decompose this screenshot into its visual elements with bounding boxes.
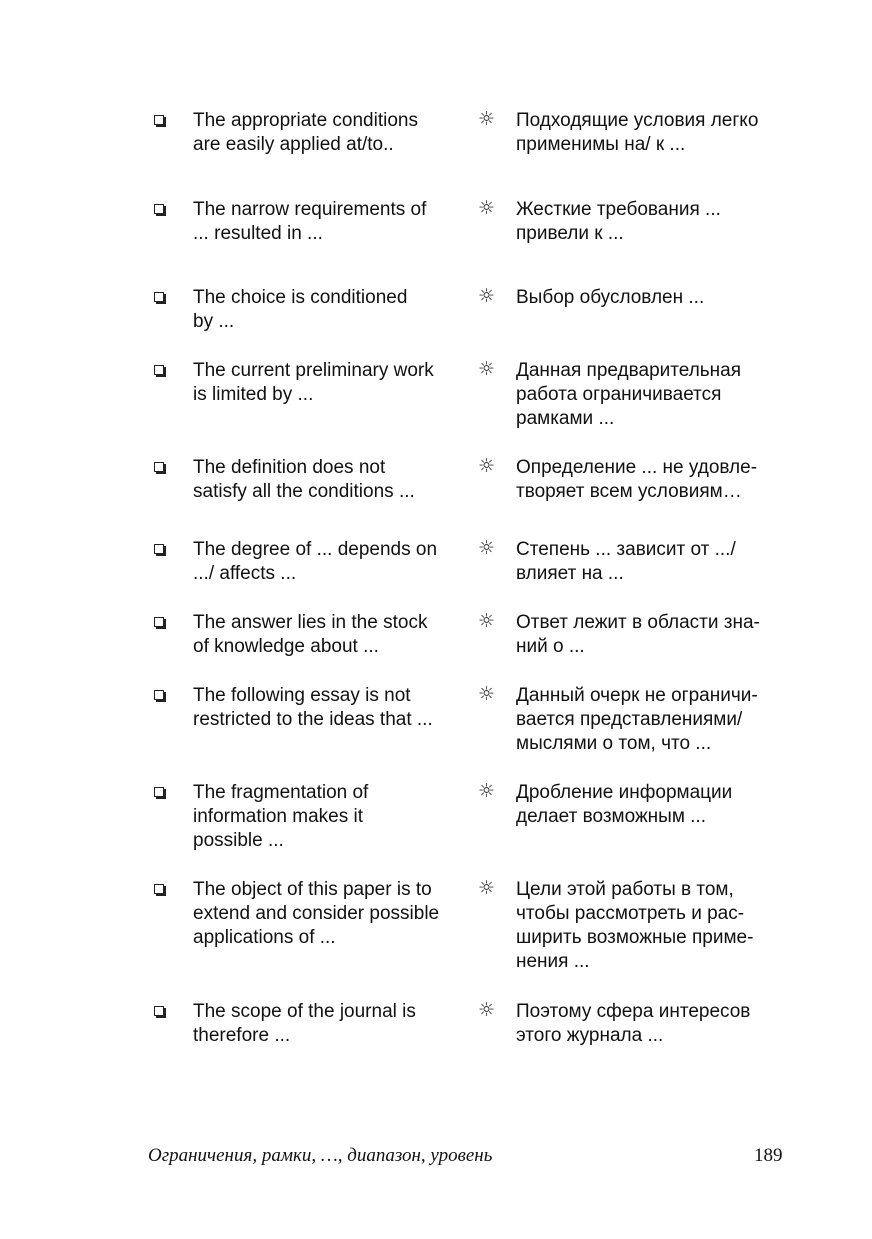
english-phrase: The answer lies in the stock of knowledge about ... <box>193 612 428 657</box>
english-phrase: The current preliminary work is limited by ... <box>193 360 434 405</box>
russian-phrase: Данная предварительная работа ограничивается рамками ... <box>516 360 742 429</box>
russian-phrase: Дробление информации делает возможным ... <box>516 782 733 827</box>
sun-icon: ☼ <box>478 285 496 307</box>
checkbox-bullet-icon <box>154 292 164 302</box>
english-phrase: The definition does not satisfy all the conditions ... <box>193 457 415 502</box>
checkbox-bullet-icon <box>154 365 164 375</box>
checkbox-bullet-icon <box>154 462 164 472</box>
sun-icon: ☼ <box>478 455 496 477</box>
sun-icon: ☼ <box>478 780 496 802</box>
sun-icon: ☼ <box>478 358 496 380</box>
english-phrase: The object of this paper is to extend and consider possible applications of ... <box>193 879 440 948</box>
russian-phrase: Определение ... не удовле- творяет всем условиям… <box>516 457 758 502</box>
checkbox-bullet-icon <box>154 204 164 214</box>
russian-phrase: Степень ... зависит от .../ влияет на ... <box>516 539 736 584</box>
checkbox-bullet-icon <box>154 115 164 125</box>
sun-icon: ☼ <box>478 683 496 705</box>
russian-phrase: Жесткие требования ... привели к ... <box>516 199 721 244</box>
page-number: 189 <box>754 1145 783 1166</box>
russian-phrase: Ответ лежит в области зна- ний о ... <box>516 612 760 657</box>
sun-icon: ☼ <box>478 610 496 632</box>
english-phrase: The scope of the journal is therefore ... <box>193 1001 416 1046</box>
sun-icon: ☼ <box>478 108 496 130</box>
english-phrase: The fragmentation of information makes it possible ... <box>193 782 369 851</box>
english-phrase: The following essay is not restricted to the ideas that ... <box>193 685 433 730</box>
english-phrase: The degree of ... depends on .../ affects ... <box>193 539 438 584</box>
english-phrase: The appropriate conditions are easily applied at/to.. <box>193 110 418 155</box>
footer-section-title: Ограничения, рамки, …, диапазон, уровень <box>148 1145 493 1166</box>
checkbox-bullet-icon <box>154 787 164 797</box>
russian-phrase: Цели этой работы в том, чтобы рассмотреть и рас- ширить возможные приме- нения ... <box>516 879 754 972</box>
checkbox-bullet-icon <box>154 1006 164 1016</box>
sun-icon: ☼ <box>478 537 496 559</box>
checkbox-bullet-icon <box>154 690 164 700</box>
russian-phrase: Поэтому сфера интересов этого журнала ... <box>516 1001 751 1046</box>
russian-phrase: Выбор обусловлен ... <box>516 287 705 308</box>
english-phrase: The choice is conditioned by ... <box>193 287 408 332</box>
english-phrase: The narrow requirements of ... resulted in ... <box>193 199 427 244</box>
russian-phrase: Подходящие условия легко применимы на/ к ... <box>516 110 759 155</box>
checkbox-bullet-icon <box>154 884 164 894</box>
sun-icon: ☼ <box>478 999 496 1021</box>
russian-phrase: Данный очерк не ограничи- вается представлениями/ мыслями о том, что ... <box>516 685 758 754</box>
sun-icon: ☼ <box>478 877 496 899</box>
sun-icon: ☼ <box>478 197 496 219</box>
checkbox-bullet-icon <box>154 544 164 554</box>
checkbox-bullet-icon <box>154 617 164 627</box>
